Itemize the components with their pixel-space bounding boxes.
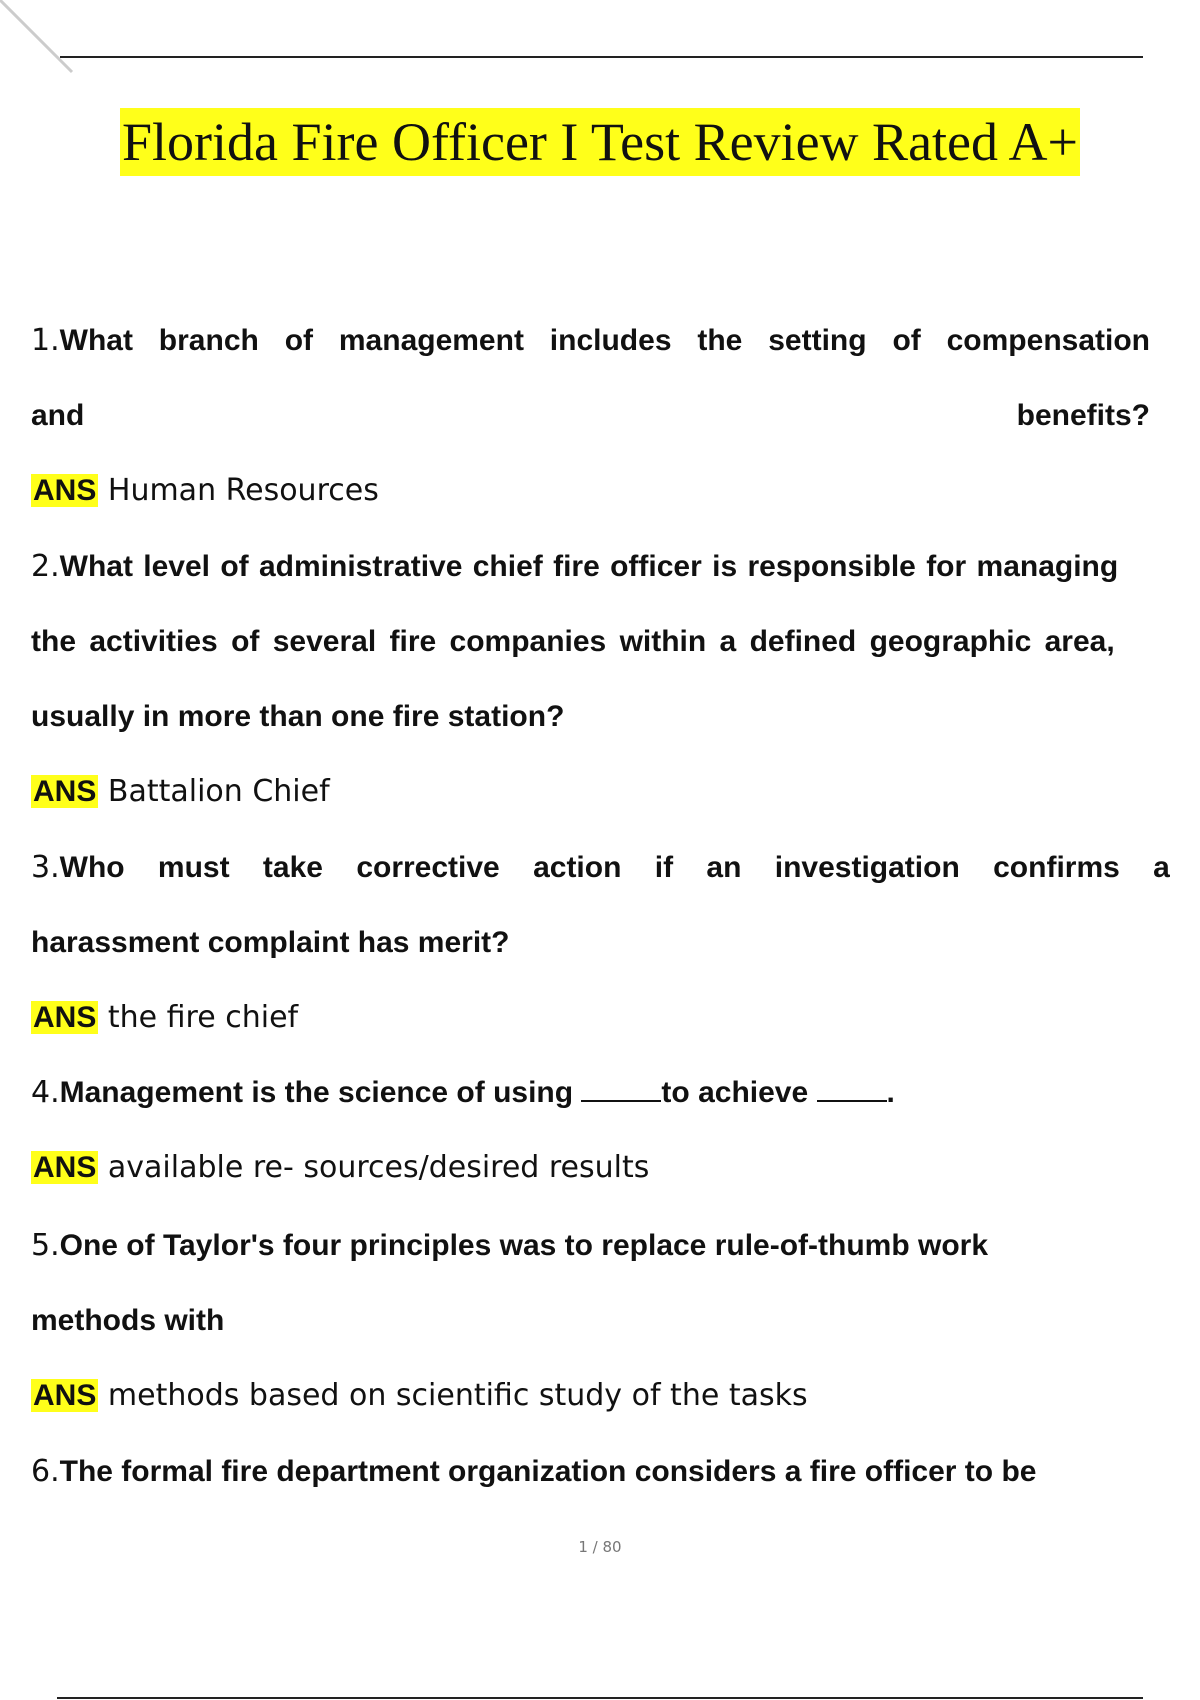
corner-fold-mark [0, 0, 80, 80]
question-block-4 [31, 1055, 1200, 1205]
answer-line [31, 453, 1200, 528]
question-text [31, 1434, 1200, 1509]
question-text [31, 303, 1150, 378]
question-line: What level of administrative chief fire officer is responsible for managing [59, 550, 1119, 583]
question-part: Management is the science of using [59, 1076, 582, 1109]
question-block-2 [31, 529, 1200, 829]
question-line: One of Taylor's four principles was to replace rule-of-thumb work [59, 1229, 989, 1262]
question-number: 6. [31, 1454, 60, 1489]
ans-label: ANS [33, 474, 97, 507]
question-line: Who must take corrective action if an investigation confirms a [59, 851, 1170, 884]
question-text [31, 1055, 1200, 1130]
top-rule [60, 56, 1143, 58]
question-block-1 [31, 303, 1200, 528]
answer-line [31, 980, 1200, 1055]
question-line-2: harassment complaint has merit? [31, 926, 510, 959]
question-text [31, 1208, 1200, 1283]
question-part: . [886, 1076, 895, 1109]
ans-label: ANS [33, 775, 97, 808]
question-line-2: the activities of several fire companies within a defined geographic area, [31, 625, 1115, 658]
question-word: and [31, 399, 85, 432]
bottom-rule [57, 1697, 1143, 1699]
question-text [31, 830, 1200, 905]
answer-line [31, 1358, 1200, 1433]
question-line-2: methods with [31, 1304, 225, 1337]
fill-in-blank [817, 1074, 887, 1102]
page-number: 1 / 80 [578, 1538, 622, 1556]
answer-text: available re- sources/desired results [107, 1150, 650, 1185]
ans-label: ANS [33, 1151, 97, 1184]
ans-label: ANS [33, 1001, 97, 1034]
question-block-6 [31, 1434, 1200, 1509]
document-title: Florida Fire Officer I Test Review Rated A+ [120, 108, 1080, 176]
question-line: The formal fire department organization considers a fire officer to be [59, 1455, 1037, 1488]
question-number: 5. [31, 1228, 60, 1263]
question-line-2 [31, 378, 1150, 453]
question-block-5 [31, 1208, 1200, 1433]
question-number: 1. [31, 323, 60, 358]
title-block [0, 108, 1200, 176]
question-block-3 [31, 830, 1200, 1055]
ans-label: ANS [33, 1379, 97, 1412]
fill-in-blank [581, 1074, 661, 1102]
question-word: benefits? [1016, 399, 1150, 432]
answer-text: methods based on scientific study of the tasks [107, 1378, 808, 1413]
answer-text: the fire chief [107, 1000, 299, 1035]
question-line-3: usually in more than one fire station? [31, 700, 565, 733]
question-number: 4. [31, 1075, 60, 1110]
answer-line [31, 754, 1200, 829]
answer-text: Human Resources [107, 473, 379, 508]
question-number: 3. [31, 850, 60, 885]
question-number: 2. [31, 549, 60, 584]
question-text [31, 529, 1200, 604]
question-line: What branch of management includes the setting of compensation [59, 324, 1150, 357]
question-part: to achieve [661, 1076, 817, 1109]
answer-line [31, 1130, 1200, 1205]
answer-text: Battalion Chief [107, 774, 330, 809]
